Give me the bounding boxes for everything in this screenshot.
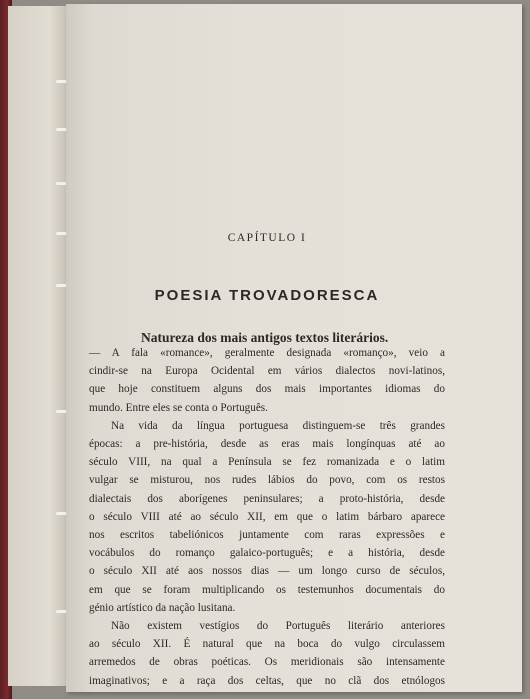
text-line: dialectais dos aborígenes peninsulares; a proto-história, desde	[89, 492, 445, 505]
text-line: Na vida da língua portuguesa distinguem-se três grandes	[111, 419, 445, 432]
text-line: o século XII até aos nossos dias — um longo curso de séculos,	[89, 565, 445, 578]
left-page-edge	[8, 6, 67, 686]
section-heading: Natureza dos mais antigos textos literários.	[141, 330, 389, 345]
chapter-title: POESIA TROVADORESCA	[154, 287, 380, 304]
text-line: século VIII, na qual a Península se fez romanizada e o latim	[89, 456, 445, 469]
text-line: — A fala «romance», geralmente designada «romanço», veio a	[89, 347, 445, 359]
text-line: vulgar se misturou, nos rudes lábios do povo, com os restos	[89, 474, 445, 487]
chapter-label: CAPÍTULO I	[227, 232, 307, 244]
text-line: mundo. Entre eles se conta o Português.	[89, 401, 268, 414]
text-line: que hoje constituem alguns dos mais importantes idiomas do	[89, 383, 445, 396]
text-line: cindir-se na Europa Ocidental em vários dialectos novi-latinos,	[89, 365, 445, 378]
body-text	[89, 344, 445, 690]
text-line: em que se foram multiplicando os testemunhos documentais do	[89, 583, 445, 596]
text-line: vocábulos do romanço galaico-português; e a história, desde	[89, 547, 445, 560]
text-line: o século VIII até ao século XII, em que o latim bárbaro aparece	[89, 510, 445, 523]
text-line: arremedos de obras poéticas. Os meridionais são intensamente	[89, 656, 445, 669]
text-line: génio artístico da nação lusitana.	[89, 601, 236, 614]
text-line: ao século XII. É natural que na boca do vulgo circulassem	[89, 638, 445, 651]
text-line: épocas: a pre-história, desde as eras mais longínquas até ao	[89, 438, 445, 451]
text-line: nos escritos tabeliónicos juntamente com raras expressões e	[89, 529, 445, 542]
text-line: Não existem vestígios do Português literário anteriores	[111, 620, 445, 633]
text-line: imaginativos; e a raça dos celtas, que no clã dos etnólogos	[89, 674, 445, 687]
